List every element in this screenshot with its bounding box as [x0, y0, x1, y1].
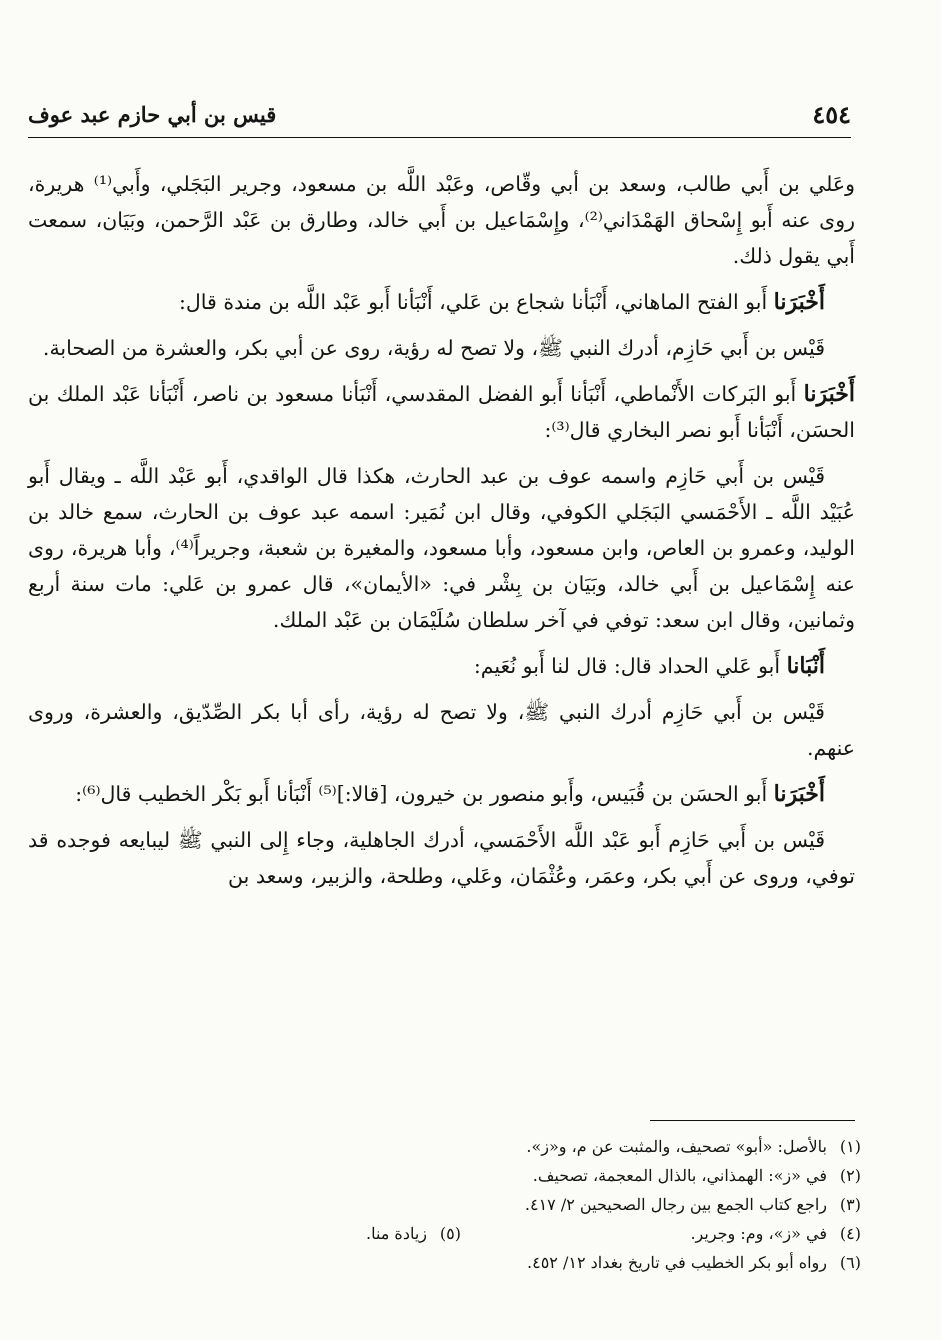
paragraph	[28, 376, 855, 448]
paragraph	[28, 458, 855, 638]
main-text	[28, 166, 855, 894]
footnote-text: راجع كتاب الجمع بين رجال الصحيحين ٢/ ٤١٧.	[524, 1195, 827, 1214]
paragraph-text: أَبو الفتح الماهاني، أَنْبَأنا شجاع بن عَلي، أَنْبَأنا أَبو عَبْد اللَّه بن مندة قال:	[179, 290, 774, 314]
footnote-text: في «ز»: الهمذاني، بالذال المعجمة، تصحيف.	[532, 1166, 827, 1185]
paragraph-text: قَيْس بن أَبي حَازِم أدرك النبي ﷺ، ولا تصح له رؤية، رأى أبا بكر الصِّدّيق، والعشرة، وروى عنهم.	[28, 700, 855, 760]
footnote-rule	[650, 1120, 855, 1121]
footnote-text: زيادة منا.	[365, 1224, 427, 1243]
page-header	[28, 100, 851, 140]
paragraph-lead: أَخْبَرَنا	[803, 381, 855, 407]
paragraph	[28, 776, 855, 812]
paragraph-text: قَيْس بن أَبي حَازِم، أدرك النبي ﷺ، ولا تصح له رؤية، روى عن أبي بكر، والعشرة من الصحابة.	[42, 336, 825, 360]
footnotes	[28, 1132, 861, 1277]
paragraph	[28, 648, 855, 684]
paragraph-text: قَيْس بن أَبي حَازِم أَبو عَبْد اللَّه الأَحْمَسي، أدرك الجاهلية، وجاء إِلى النبي ﷺ ليبايعه فوجده قد توفي، وروى عن أَبي بكر، وعمَر، وعُثْمَان، وعَلي، وطلحة، والزبير، وسعد بن	[28, 828, 855, 888]
footnote	[28, 1132, 861, 1161]
paragraph	[28, 330, 855, 366]
paragraph-text: أَبو الحسَن بن قُبَيس، وأَبو منصور بن خيرون، [قالا:]⁽⁵⁾ أَنْبَأنا أَبو بَكْر الخطيب قال⁽⁶⁾:	[75, 782, 774, 806]
footnote-text: رواه أبو بكر الخطيب في تاريخ بغداد ١٢/ ٤٥٢.	[527, 1253, 827, 1272]
paragraph-lead: أَنْبَانا	[786, 653, 825, 679]
footnote-number: (٥)	[439, 1224, 461, 1243]
footnote-number: (٣)	[839, 1195, 861, 1214]
header-rule	[28, 137, 851, 138]
paragraph-lead: أَخْبَرَنا	[773, 781, 825, 807]
footnote	[28, 1248, 861, 1277]
paragraph	[28, 284, 855, 320]
footnote-side	[366, 1219, 461, 1248]
paragraph-text: أَبو عَلي الحداد قال: قال لنا أَبو نُعَيم:	[473, 654, 787, 678]
footnote-number: (٢)	[839, 1166, 861, 1185]
paragraph	[28, 822, 855, 894]
paragraph-text: قَيْس بن أَبي حَازِم واسمه عوف بن عبد الحارث، هكذا قال الواقدي، أَبو عَبْد اللَّه ـ ويقال أَبو عُبَيْد اللَّه ـ الأَحْمَسي البَجَلي الكوفي، وقال ابن نُمَير: اسمه عبد عوف بن الحارث، سمع خالد بن الوليد، وعمرو بن العاص، وابن مسعود، وأبا مسعود، والمغيرة بن شعبة، وجريراً⁽⁴⁾، وأبا هريرة، روى عنه إِسْمَاعيل بن أَبي خالد، وبَيَان بن بِشْر في: «الأيمان»، قال عمرو بن عَلي: مات سنة أربع وثمانين، وقال ابن سعد: توفي في آخر سلطان سُلَيْمَان بن عَبْد الملك.	[28, 464, 855, 632]
page-number: ٤٥٤	[812, 100, 851, 129]
running-title: قيس بن أبي حازم عبد عوف	[28, 102, 277, 127]
paragraph	[28, 166, 855, 274]
footnote-number: (١)	[839, 1137, 861, 1156]
footnote-number: (٤)	[839, 1224, 861, 1243]
paragraph	[28, 694, 855, 766]
footnote-text: بالأصل: «أبو» تصحيف، والمثبت عن م، و«ز».	[526, 1137, 827, 1156]
paragraph-lead: أَخْبَرَنا	[773, 289, 825, 315]
paragraph-text: أَبو البَركات الأَنْماطي، أَنْبَأنا أَبو الفضل المقدسي، أَنْبَأنا مسعود بن ناصر، أَنْبَأنا عَبْد الملك بن الحسَن، أَنْبَأنا أَبو نصر البخاري قال⁽³⁾:	[28, 382, 855, 442]
footnote	[28, 1219, 861, 1248]
footnote	[28, 1161, 861, 1190]
paragraph-text: وعَلي بن أَبي طالب، وسعد بن أبي وقّاص، وعَبْد اللَّه بن مسعود، وجرير البَجَلي، وأَبي⁽¹⁾ هريرة، روى عنه أَبو إِسْحاق الهَمْدَاني⁽²⁾، وإِسْمَاعيل بن أَبي خالد، وطارق بن عَبْد الرَّحمن، وبَيَان، سمعت أَبي يقول ذلك.	[28, 172, 856, 268]
footnote-number: (٦)	[839, 1253, 861, 1272]
footnote	[28, 1190, 861, 1219]
footnote-text: في «ز»، وم: وجرير.	[690, 1224, 827, 1243]
